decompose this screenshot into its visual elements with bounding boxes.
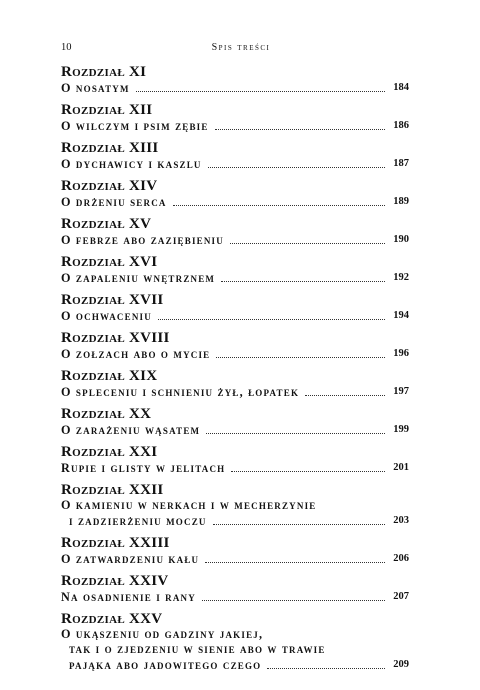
running-title: Spis treści <box>211 42 271 53</box>
toc-entry[interactable] <box>61 657 409 673</box>
page-ref: 186 <box>393 120 409 131</box>
chapter-label: Rozdział XIV <box>61 178 158 194</box>
toc-chapter <box>61 292 409 324</box>
chapter-label: Rozdział XXV <box>61 611 163 627</box>
toc-entry[interactable] <box>61 194 409 210</box>
page-ref: 207 <box>393 591 409 602</box>
chapter-title-line: tak i o zjedzeniu w sienie abo w trawie <box>69 642 326 656</box>
page-ref: 196 <box>393 348 409 359</box>
page-ref: 203 <box>393 515 409 526</box>
page-ref: 197 <box>393 386 409 397</box>
chapter-label: Rozdział XIX <box>61 368 158 384</box>
chapter-label: Rozdział XIII <box>61 140 159 156</box>
chapter-title: O spleceniu i schnieniu żył, łopatek <box>61 385 300 399</box>
chapter-title: Rupie i glisty w jelitach <box>61 461 226 475</box>
dot-leader <box>208 166 385 168</box>
chapter-title: O nosatym <box>61 81 130 95</box>
dot-leader <box>136 90 385 92</box>
dot-leader <box>267 667 385 669</box>
toc-chapter <box>61 102 409 134</box>
chapter-title: O zatwardzeniu kału <box>61 552 200 566</box>
page-ref: 194 <box>393 310 409 321</box>
toc-chapter <box>61 573 409 605</box>
chapter-title: i zadzierżeniu moczu <box>69 514 207 528</box>
toc-chapter <box>61 254 409 286</box>
page-ref: 199 <box>393 424 409 435</box>
page-ref: 192 <box>393 272 409 283</box>
toc-entry[interactable] <box>61 232 409 248</box>
toc-entry[interactable] <box>61 156 409 172</box>
toc-entry[interactable] <box>61 551 409 567</box>
chapter-label: Rozdział XVIII <box>61 330 170 346</box>
chapter-label: Rozdział XII <box>61 102 153 118</box>
chapter-title: O dychawicy i kaszlu <box>61 157 202 171</box>
chapter-title: Na osadnienie i rany <box>61 590 196 604</box>
toc-chapter <box>61 368 409 400</box>
dot-leader <box>230 242 385 244</box>
toc-chapter <box>61 406 409 438</box>
toc-entry[interactable] <box>61 384 409 400</box>
dot-leader <box>231 470 385 472</box>
toc-entry[interactable] <box>61 118 409 134</box>
page-ref: 190 <box>393 234 409 245</box>
dot-leader <box>215 128 385 130</box>
dot-leader <box>202 599 385 601</box>
page-number: 10 <box>61 42 72 53</box>
toc-chapter <box>61 330 409 362</box>
toc-entry[interactable] <box>61 80 409 96</box>
dot-leader <box>305 394 385 396</box>
page-header <box>61 42 421 56</box>
page-ref: 189 <box>393 196 409 207</box>
page-ref: 209 <box>393 659 409 670</box>
toc-chapter <box>61 216 409 248</box>
page-ref: 187 <box>393 158 409 169</box>
chapter-label: Rozdział XI <box>61 64 147 80</box>
chapter-label: Rozdział XXIII <box>61 535 170 551</box>
chapter-label: Rozdział XXI <box>61 444 158 460</box>
chapter-title: pająka abo jadowitego czego <box>69 658 262 672</box>
dot-leader <box>213 523 385 525</box>
toc-chapter <box>61 178 409 210</box>
toc-chapter <box>61 535 409 567</box>
table-of-contents <box>61 64 409 679</box>
dot-leader <box>216 356 385 358</box>
chapter-title: O wilczym i psim zębie <box>61 119 209 133</box>
toc-chapter <box>61 482 409 529</box>
dot-leader <box>221 280 385 282</box>
dot-leader <box>205 561 385 563</box>
chapter-title-line: O ukąszeniu od gadziny jakiej, <box>61 627 264 641</box>
chapter-title: O drżeniu serca <box>61 195 167 209</box>
chapter-title: O zapaleniu wnętrznem <box>61 271 216 285</box>
chapter-title-line: O kamieniu w nerkach i w mecherzynie <box>61 498 317 512</box>
chapter-label: Rozdział XXII <box>61 482 164 498</box>
toc-entry[interactable] <box>61 270 409 286</box>
chapter-title: O febrze abo zaziębieniu <box>61 233 224 247</box>
chapter-title: O ochwaceniu <box>61 309 152 323</box>
toc-entry[interactable] <box>61 308 409 324</box>
chapter-label: Rozdział XVII <box>61 292 164 308</box>
chapter-label: Rozdział XVI <box>61 254 158 270</box>
toc-entry[interactable] <box>61 513 409 529</box>
toc-entry[interactable] <box>61 589 409 605</box>
dot-leader <box>173 204 385 206</box>
dot-leader <box>206 432 385 434</box>
toc-entry[interactable] <box>61 460 409 476</box>
toc-entry[interactable] <box>61 346 409 362</box>
toc-chapter <box>61 444 409 476</box>
toc-entry[interactable] <box>61 422 409 438</box>
toc-chapter <box>61 140 409 172</box>
toc-chapter <box>61 611 409 673</box>
chapter-title: O zarażeniu wąsatem <box>61 423 201 437</box>
toc-chapter <box>61 64 409 96</box>
page-ref: 206 <box>393 553 409 564</box>
chapter-label: Rozdział XV <box>61 216 152 232</box>
dot-leader <box>158 318 385 320</box>
page-ref: 184 <box>393 82 409 93</box>
chapter-label: Rozdział XXIV <box>61 573 169 589</box>
chapter-title: O zołzach abo o mycie <box>61 347 211 361</box>
chapter-label: Rozdział XX <box>61 406 152 422</box>
page-ref: 201 <box>393 462 409 473</box>
